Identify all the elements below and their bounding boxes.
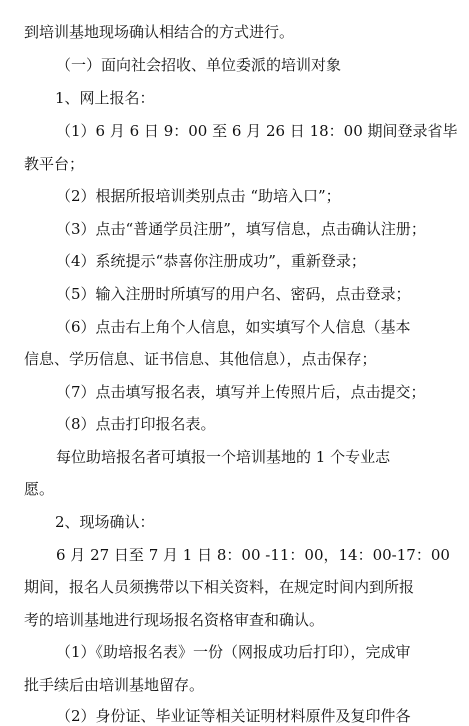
text-line: （7）点击填写报名表，填写并上传照片后，点击提交；: [56, 383, 426, 401]
text-line: 到培训基地现场确认相结合的方式进行。: [24, 23, 295, 41]
text-line: 考的培训基地进行现场报名资格审查和确认。: [24, 611, 325, 629]
subsection-heading: 1、网上报名：: [55, 89, 155, 107]
text-line: 每位助培报名者可填报一个培训基地的 1 个专业志: [56, 448, 391, 466]
subsection-heading: 2、现场确认：: [55, 513, 155, 531]
text-line: 信息、学历信息、证书信息、其他信息），点击保存；: [24, 350, 377, 368]
text-line: （1）6 月 6 日 9：00 至 6 月 26 日 18：00 期间登录省毕: [56, 122, 458, 140]
text-line: （4）系统提示“恭喜你注册成功”，重新登录；: [56, 252, 366, 270]
text-line: （2）身份证、毕业证等相关证明材料原件及复印件各: [56, 707, 411, 725]
text-line: （1）《助培报名表》一份（网报成功后打印），完成审: [56, 643, 411, 661]
text-line: （6）点击右上角个人信息，如实填写个人信息（基本: [56, 318, 411, 336]
text-line: 愿。: [24, 480, 55, 498]
text-line: 6 月 27 日至 7 月 1 日 8：00 -11：00，14：00-17：00: [56, 546, 450, 564]
text-line: 教平台；: [24, 155, 85, 173]
text-line: 批手续后由培训基地留存。: [24, 676, 205, 694]
text-line: （2）根据所报培训类别点击 “助培入口”；: [56, 187, 341, 205]
text-line: （8）点击打印报名表。: [56, 415, 216, 433]
text-line: （5）输入注册时所填写的用户名、密码，点击登录；: [56, 285, 411, 303]
section-heading: （一）面向社会招收、单位委派的培训对象: [56, 56, 342, 74]
text-line: 期间，报名人员须携带以下相关资料，在规定时间内到所报: [24, 578, 415, 596]
text-line: （3）点击“普通学员注册”，填写信息，点击确认注册；: [56, 220, 426, 238]
